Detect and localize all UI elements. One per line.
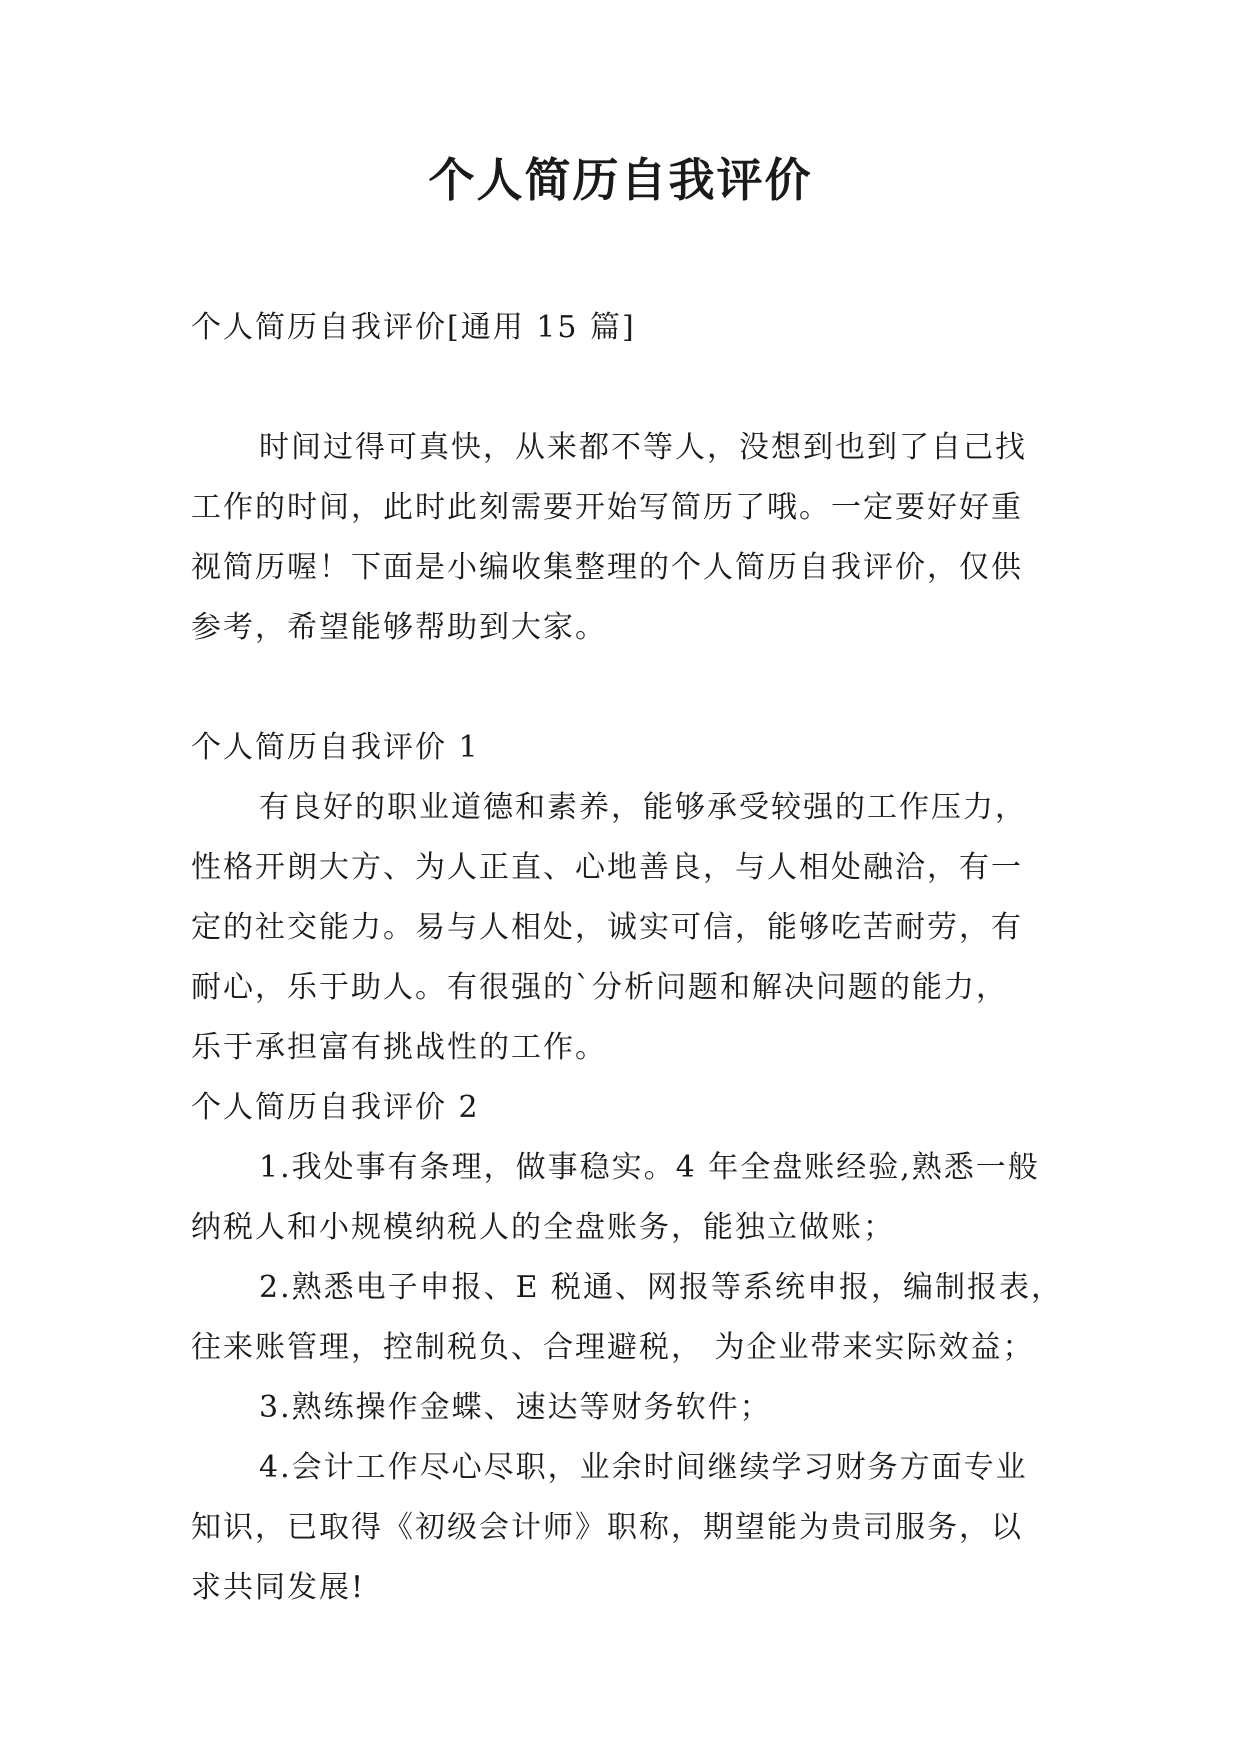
spacer <box>191 358 1051 418</box>
intro-line: 参考，希望能够帮助到大家。 <box>191 610 607 645</box>
section-1-line: 有良好的职业道德和素养，能够承受较强的工作压力， <box>259 790 1027 825</box>
intro-line: 工作的时间，此时此刻需要开始写简历了哦。一定要好好重 <box>191 490 1023 525</box>
section-2-item-2: 2.熟悉电子申报、E 税通、网报等系统申报，编制报表， <box>259 1270 1064 1305</box>
section-1-line: 定的社交能力。易与人相处，诚实可信，能够吃苦耐劳，有 <box>191 910 1023 945</box>
section-1-line: 耐心，乐于助人。有很强的`分析问题和解决问题的能力， <box>191 970 1008 1005</box>
intro-paragraph <box>191 418 1051 658</box>
section-2-item-4: 4.会计工作尽心尽职，业余时间继续学习财务方面专业 <box>259 1450 1028 1485</box>
section-1-line: 乐于承担富有挑战性的工作。 <box>191 1030 607 1065</box>
document-title: 个人简历自我评价 <box>428 153 813 207</box>
section-2-item-4: 求共同发展! <box>191 1570 366 1605</box>
spacer <box>191 658 1051 718</box>
section-2-item-4: 知识，已取得《初级会计师》职称，期望能为贵司服务，以 <box>191 1510 1023 1545</box>
section-2-item-2: 往来账管理，控制税负、合理避税， 为企业带来实际效益； <box>191 1330 1035 1365</box>
intro-line: 视简历喔！下面是小编收集整理的个人简历自我评价，仅供 <box>191 550 1023 585</box>
section-2-item-1: 1.我处事有条理，做事稳实。4 年全盘账经验,熟悉一般 <box>259 1150 1040 1185</box>
section-2-item-3: 3.熟练操作金蝶、速达等财务软件； <box>259 1390 772 1425</box>
section-2-heading: 个人简历自我评价 2 <box>191 1090 480 1125</box>
section-1-line: 性格开朗大方、为人正直、心地善良，与人相处融洽，有一 <box>191 850 1023 885</box>
section-2-item-1: 纳税人和小规模纳税人的全盘账务，能独立做账； <box>191 1210 895 1245</box>
section-2 <box>191 1078 1064 1618</box>
document-subtitle: 个人简历自我评价[通用 15 篇] <box>191 310 636 345</box>
intro-line: 时间过得可真快，从来都不等人，没想到也到了自己找 <box>259 430 1027 465</box>
section-1-heading: 个人简历自我评价 1 <box>191 730 480 765</box>
section-1 <box>191 718 1051 1078</box>
document-body <box>191 298 1064 1618</box>
